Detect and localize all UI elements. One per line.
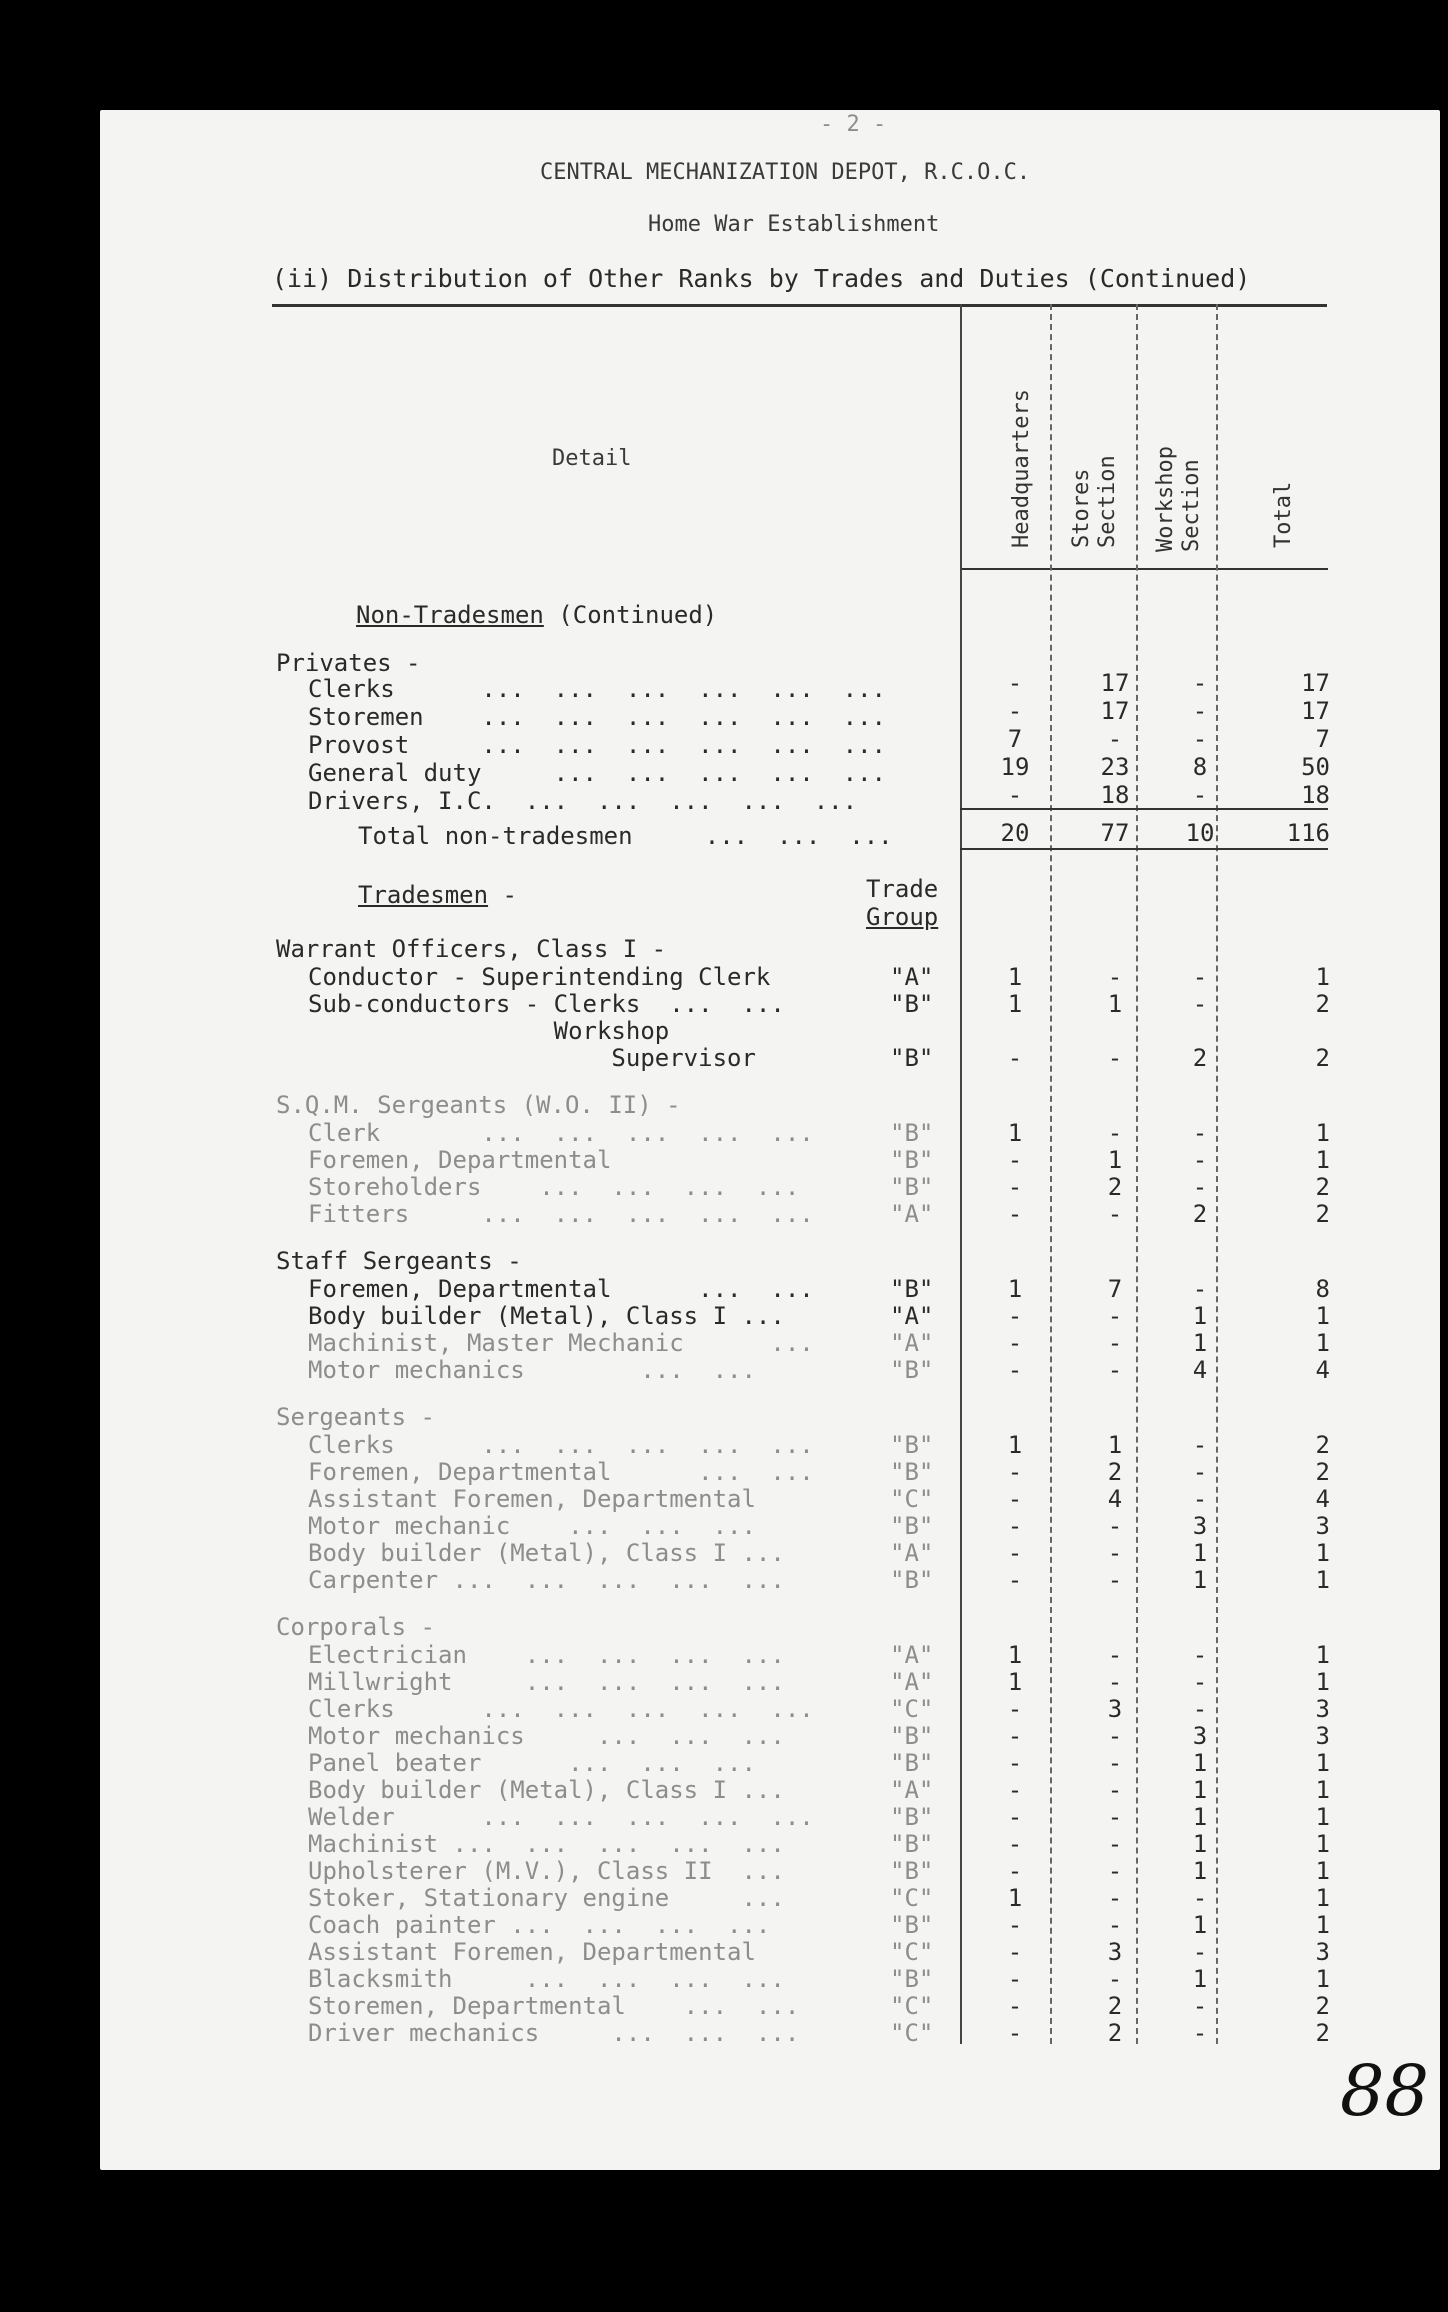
group-row-label: Foremen, Departmental ... ... bbox=[308, 1458, 814, 1486]
group-1-row-2-stores: 2 bbox=[1107, 1173, 1123, 1201]
trade-group-value: "C" bbox=[890, 1695, 934, 1723]
trade-group-value: "A" bbox=[890, 1641, 934, 1669]
group-4-row-3-hq: - bbox=[1007, 1722, 1023, 1750]
trade-group-value: "B" bbox=[890, 1458, 934, 1486]
rule-hq-stores bbox=[1050, 304, 1052, 2044]
trade-group-value: "B" bbox=[890, 990, 934, 1018]
nontrades-row-3-stores: 23 bbox=[1100, 753, 1130, 781]
nontrades-row-label: Provost ... ... ... ... ... ... bbox=[308, 731, 886, 759]
group-4-row-11-total: 3 bbox=[1315, 1938, 1330, 1966]
group-3-row-2-total: 4 bbox=[1315, 1485, 1330, 1513]
nontrades-row-1-total: 17 bbox=[1301, 697, 1330, 725]
group-4-row-6-stores: - bbox=[1107, 1803, 1123, 1831]
group-0-row-0-workshop: - bbox=[1192, 963, 1208, 991]
group-title: S.Q.M. Sergeants (W.O. II) - bbox=[276, 1091, 681, 1119]
nontrades-row-4-workshop: - bbox=[1192, 781, 1208, 809]
group-row-label: Coach painter ... ... ... ... bbox=[308, 1911, 771, 1939]
group-4-row-2-stores: 3 bbox=[1107, 1695, 1123, 1723]
group-2-row-1-stores: - bbox=[1107, 1302, 1123, 1330]
group-3-row-4-total: 1 bbox=[1315, 1539, 1330, 1567]
nontrades-row-4-total: 18 bbox=[1301, 781, 1330, 809]
group-2-row-2-hq: - bbox=[1007, 1329, 1023, 1357]
group-row-label: Clerks ... ... ... ... ... bbox=[308, 1431, 814, 1459]
group-row-label: Stoker, Stationary engine ... bbox=[308, 1884, 785, 1912]
trade-group-value: "B" bbox=[890, 1857, 934, 1885]
trade-group-value: "A" bbox=[890, 1200, 934, 1228]
group-title: Corporals - bbox=[276, 1613, 435, 1641]
group-4-row-14-total: 2 bbox=[1315, 2019, 1330, 2047]
group-row-label: Assistant Foremen, Departmental bbox=[308, 1485, 756, 1513]
column-header-rule bbox=[960, 568, 1328, 570]
group-4-row-7-hq: - bbox=[1007, 1830, 1023, 1858]
group-4-row-2-total: 3 bbox=[1315, 1695, 1330, 1723]
group-3-row-5-total: 1 bbox=[1315, 1566, 1330, 1594]
group-2-row-3-workshop: 4 bbox=[1192, 1356, 1208, 1384]
column-detail: Detail bbox=[552, 446, 632, 471]
group-3-row-5-workshop: 1 bbox=[1192, 1566, 1208, 1594]
group-title: Sergeants - bbox=[276, 1403, 435, 1431]
group-4-row-13-stores: 2 bbox=[1107, 1992, 1123, 2020]
trade-group-value: "C" bbox=[890, 1485, 934, 1513]
group-1-row-2-total: 2 bbox=[1315, 1173, 1330, 1201]
group-4-row-5-total: 1 bbox=[1315, 1776, 1330, 1804]
group-title: Staff Sergeants - bbox=[276, 1247, 522, 1275]
nontrades-row-0-stores: 17 bbox=[1100, 669, 1130, 697]
column-headquarters: Headquarters bbox=[1009, 389, 1034, 548]
group-4-row-10-stores: - bbox=[1107, 1911, 1123, 1939]
group-4-row-0-workshop: - bbox=[1192, 1641, 1208, 1669]
nontrades-row-1-hq: - bbox=[1007, 697, 1023, 725]
group-4-row-0-stores: - bbox=[1107, 1641, 1123, 1669]
group-4-row-7-workshop: 1 bbox=[1192, 1830, 1208, 1858]
nontrades-row-0-hq: - bbox=[1007, 669, 1023, 697]
group-row-label: Storeholders ... ... ... ... bbox=[308, 1173, 800, 1201]
group-4-row-6-total: 1 bbox=[1315, 1803, 1330, 1831]
total-nontrades-label: Total non-tradesmen ... ... ... bbox=[358, 822, 893, 850]
group-4-row-4-hq: - bbox=[1007, 1749, 1023, 1777]
group-4-row-8-total: 1 bbox=[1315, 1857, 1330, 1885]
group-row-label: Body builder (Metal), Class I ... bbox=[308, 1539, 785, 1567]
nontrades-row-0-total: 17 bbox=[1301, 669, 1330, 697]
nontrades-row-4-stores: 18 bbox=[1100, 781, 1130, 809]
group-4-row-9-workshop: - bbox=[1192, 1884, 1208, 1912]
group-0-row-1-hq: 1 bbox=[1007, 990, 1023, 1018]
group-4-row-9-hq: 1 bbox=[1007, 1884, 1023, 1912]
group-row-label: Motor mechanics ... ... bbox=[308, 1356, 756, 1384]
header-rule bbox=[272, 304, 1327, 307]
group-1-row-0-total: 1 bbox=[1315, 1119, 1330, 1147]
group-4-row-1-workshop: - bbox=[1192, 1668, 1208, 1696]
trade-group-value: "A" bbox=[890, 1302, 934, 1330]
group-4-row-8-workshop: 1 bbox=[1192, 1857, 1208, 1885]
group-4-row-12-stores: - bbox=[1107, 1965, 1123, 1993]
trade-group-value: "B" bbox=[890, 1146, 934, 1174]
group-3-row-5-stores: - bbox=[1107, 1566, 1123, 1594]
group-row-label: Body builder (Metal), Class I ... bbox=[308, 1302, 785, 1330]
group-row-label: Machinist ... ... ... ... ... bbox=[308, 1830, 785, 1858]
group-1-row-2-workshop: - bbox=[1192, 1173, 1208, 1201]
group-3-row-0-total: 2 bbox=[1315, 1431, 1330, 1459]
group-3-row-2-hq: - bbox=[1007, 1485, 1023, 1513]
group-row-label: Motor mechanics ... ... ... bbox=[308, 1722, 785, 1750]
group-row-label: Foremen, Departmental bbox=[308, 1146, 612, 1174]
group-4-row-0-total: 1 bbox=[1315, 1641, 1330, 1669]
group-4-row-14-workshop: - bbox=[1192, 2019, 1208, 2047]
group-0-row-1-workshop: - bbox=[1192, 990, 1208, 1018]
trade-group-value: "B" bbox=[890, 1173, 934, 1201]
tradesmen-heading: Tradesmen - bbox=[358, 881, 517, 909]
group-4-row-6-workshop: 1 bbox=[1192, 1803, 1208, 1831]
group-0-row-3-total: 2 bbox=[1315, 1044, 1330, 1072]
group-1-row-2-hq: - bbox=[1007, 1173, 1023, 1201]
group-row-label: Upholsterer (M.V.), Class II ... bbox=[308, 1857, 785, 1885]
trade-group-value: "A" bbox=[890, 1668, 934, 1696]
group-3-row-1-workshop: - bbox=[1192, 1458, 1208, 1486]
group-4-row-13-total: 2 bbox=[1315, 1992, 1330, 2020]
column-stores-2: Section bbox=[1095, 455, 1120, 548]
group-3-row-1-total: 2 bbox=[1315, 1458, 1330, 1486]
nontrades-row-3-total: 50 bbox=[1301, 753, 1330, 781]
group-1-row-1-stores: 1 bbox=[1107, 1146, 1123, 1174]
group-row-label: Panel beater ... ... ... bbox=[308, 1749, 756, 1777]
group-4-row-3-stores: - bbox=[1107, 1722, 1123, 1750]
group-4-row-1-hq: 1 bbox=[1007, 1668, 1023, 1696]
group-2-row-2-stores: - bbox=[1107, 1329, 1123, 1357]
group-row-label: Conductor - Superintending Clerk bbox=[308, 963, 771, 991]
group-3-row-3-workshop: 3 bbox=[1192, 1512, 1208, 1540]
trade-group-value: "B" bbox=[890, 1722, 934, 1750]
group-4-row-8-hq: - bbox=[1007, 1857, 1023, 1885]
group-4-row-11-workshop: - bbox=[1192, 1938, 1208, 1966]
trade-group-value: "C" bbox=[890, 1884, 934, 1912]
trade-group-value: "B" bbox=[890, 1275, 934, 1303]
group-4-row-11-hq: - bbox=[1007, 1938, 1023, 1966]
group-row-label: Supervisor bbox=[308, 1044, 756, 1072]
group-1-row-3-hq: - bbox=[1007, 1200, 1023, 1228]
total-workshop: 10 bbox=[1185, 819, 1215, 847]
nontrades-row-2-total: 7 bbox=[1315, 725, 1330, 753]
trade-group-value: "B" bbox=[890, 1431, 934, 1459]
group-row-label: Blacksmith ... ... ... ... bbox=[308, 1965, 785, 1993]
group-row-label: Sub-conductors - Clerks ... ... bbox=[308, 990, 785, 1018]
group-row-label: Carpenter ... ... ... ... ... bbox=[308, 1566, 785, 1594]
nontrades-heading: Non-Tradesmen (Continued) bbox=[356, 601, 718, 629]
nontrades-row-label: General duty ... ... ... ... ... bbox=[308, 759, 886, 787]
trade-group-value: "B" bbox=[890, 1512, 934, 1540]
group-row-label: Machinist, Master Mechanic ... bbox=[308, 1329, 814, 1357]
group-4-row-2-hq: - bbox=[1007, 1695, 1023, 1723]
page-mark: - 2 - bbox=[820, 112, 887, 137]
rule-left bbox=[960, 304, 962, 2044]
nontrades-row-0-workshop: - bbox=[1192, 669, 1208, 697]
group-1-row-3-workshop: 2 bbox=[1192, 1200, 1208, 1228]
trade-group-value: "B" bbox=[890, 1119, 934, 1147]
group-1-row-0-workshop: - bbox=[1192, 1119, 1208, 1147]
group-3-row-5-hq: - bbox=[1007, 1566, 1023, 1594]
trade-group-value: "B" bbox=[890, 1803, 934, 1831]
trade-group-value: "B" bbox=[890, 1911, 934, 1939]
group-3-row-0-workshop: - bbox=[1192, 1431, 1208, 1459]
group-4-row-4-stores: - bbox=[1107, 1749, 1123, 1777]
trade-group-value: "C" bbox=[890, 2019, 934, 2047]
group-title: Warrant Officers, Class I - bbox=[276, 935, 667, 963]
group-4-row-5-hq: - bbox=[1007, 1776, 1023, 1804]
trade-group-value: "B" bbox=[890, 1566, 934, 1594]
subtotal-rule-bottom bbox=[960, 848, 1328, 850]
trade-group-label-2: Group bbox=[866, 903, 939, 931]
trade-group-value: "B" bbox=[890, 1044, 934, 1072]
nontrades-row-1-workshop: - bbox=[1192, 697, 1208, 725]
group-1-row-0-stores: - bbox=[1107, 1119, 1123, 1147]
nontrades-row-3-hq: 19 bbox=[1000, 753, 1030, 781]
group-4-row-13-hq: - bbox=[1007, 1992, 1023, 2020]
trade-group-value: "A" bbox=[890, 963, 934, 991]
group-2-row-1-total: 1 bbox=[1315, 1302, 1330, 1330]
group-1-row-0-hq: 1 bbox=[1007, 1119, 1023, 1147]
trade-group-value: "C" bbox=[890, 1938, 934, 1966]
group-row-label: Clerk ... ... ... ... ... bbox=[308, 1119, 814, 1147]
nontrades-row-2-hq: 7 bbox=[1007, 725, 1023, 753]
nontrades-row-1-stores: 17 bbox=[1100, 697, 1130, 725]
group-row-label: Motor mechanic ... ... ... bbox=[308, 1512, 756, 1540]
group-4-row-7-total: 1 bbox=[1315, 1830, 1330, 1858]
group-3-row-3-stores: - bbox=[1107, 1512, 1123, 1540]
group-3-row-0-stores: 1 bbox=[1107, 1431, 1123, 1459]
group-4-row-14-hq: - bbox=[1007, 2019, 1023, 2047]
group-0-row-3-hq: - bbox=[1007, 1044, 1023, 1072]
group-row-label: Workshop bbox=[308, 1017, 670, 1045]
group-2-row-0-hq: 1 bbox=[1007, 1275, 1023, 1303]
group-2-row-1-hq: - bbox=[1007, 1302, 1023, 1330]
document-title: CENTRAL MECHANIZATION DEPOT, R.C.O.C. bbox=[540, 160, 1031, 185]
trade-group-value: "B" bbox=[890, 1749, 934, 1777]
group-1-row-3-stores: - bbox=[1107, 1200, 1123, 1228]
group-0-row-0-hq: 1 bbox=[1007, 963, 1023, 991]
group-4-row-10-workshop: 1 bbox=[1192, 1911, 1208, 1939]
group-1-row-1-total: 1 bbox=[1315, 1146, 1330, 1174]
group-3-row-2-stores: 4 bbox=[1107, 1485, 1123, 1513]
nontrades-row-2-workshop: - bbox=[1192, 725, 1208, 753]
nontrades-row-label: Storemen ... ... ... ... ... ... bbox=[308, 703, 886, 731]
section-heading: (ii) Distribution of Other Ranks by Trades and Duties (Continued) bbox=[272, 264, 1251, 293]
group-4-row-5-workshop: 1 bbox=[1192, 1776, 1208, 1804]
document-subtitle: Home War Establishment bbox=[648, 212, 940, 237]
total-hq: 20 bbox=[1000, 819, 1030, 847]
group-4-row-0-hq: 1 bbox=[1007, 1641, 1023, 1669]
total-stores: 77 bbox=[1100, 819, 1130, 847]
group-4-row-14-stores: 2 bbox=[1107, 2019, 1123, 2047]
group-row-label: Clerks ... ... ... ... ... bbox=[308, 1695, 814, 1723]
group-2-row-3-total: 4 bbox=[1315, 1356, 1330, 1384]
group-2-row-1-workshop: 1 bbox=[1192, 1302, 1208, 1330]
group-row-label: Driver mechanics ... ... ... bbox=[308, 2019, 800, 2047]
group-0-row-3-stores: - bbox=[1107, 1044, 1123, 1072]
group-4-row-1-stores: - bbox=[1107, 1668, 1123, 1696]
privates-title: Privates - bbox=[276, 649, 421, 677]
group-4-row-3-workshop: 3 bbox=[1192, 1722, 1208, 1750]
group-row-label: Fitters ... ... ... ... ... bbox=[308, 1200, 814, 1228]
group-2-row-0-total: 8 bbox=[1315, 1275, 1330, 1303]
group-4-row-2-workshop: - bbox=[1192, 1695, 1208, 1723]
group-2-row-2-total: 1 bbox=[1315, 1329, 1330, 1357]
column-workshop-2: Section bbox=[1179, 459, 1204, 552]
group-4-row-6-hq: - bbox=[1007, 1803, 1023, 1831]
rule-stores-workshop bbox=[1136, 304, 1138, 2044]
nontrades-row-4-hq: - bbox=[1007, 781, 1023, 809]
group-0-row-3-workshop: 2 bbox=[1192, 1044, 1208, 1072]
nontrades-row-label: Drivers, I.C. ... ... ... ... ... bbox=[308, 787, 858, 815]
group-4-row-4-workshop: 1 bbox=[1192, 1749, 1208, 1777]
group-4-row-10-total: 1 bbox=[1315, 1911, 1330, 1939]
group-row-label: Welder ... ... ... ... ... bbox=[308, 1803, 814, 1831]
trade-group-value: "B" bbox=[890, 1830, 934, 1858]
group-4-row-12-hq: - bbox=[1007, 1965, 1023, 1993]
group-4-row-13-workshop: - bbox=[1192, 1992, 1208, 2020]
column-workshop-1: Workshop bbox=[1153, 446, 1178, 552]
group-3-row-4-workshop: 1 bbox=[1192, 1539, 1208, 1567]
trade-group-value: "A" bbox=[890, 1539, 934, 1567]
group-3-row-4-stores: - bbox=[1107, 1539, 1123, 1567]
column-total: Total bbox=[1271, 481, 1296, 548]
group-row-label: Foremen, Departmental ... ... bbox=[308, 1275, 814, 1303]
group-4-row-9-total: 1 bbox=[1315, 1884, 1330, 1912]
group-4-row-11-stores: 3 bbox=[1107, 1938, 1123, 1966]
group-3-row-3-hq: - bbox=[1007, 1512, 1023, 1540]
trade-group-value: "C" bbox=[890, 1992, 934, 2020]
trade-group-value: "A" bbox=[890, 1329, 934, 1357]
group-4-row-10-hq: - bbox=[1007, 1911, 1023, 1939]
group-3-row-0-hq: 1 bbox=[1007, 1431, 1023, 1459]
trade-group-value: "A" bbox=[890, 1776, 934, 1804]
group-2-row-3-hq: - bbox=[1007, 1356, 1023, 1384]
group-3-row-1-hq: - bbox=[1007, 1458, 1023, 1486]
nontrades-row-label: Clerks ... ... ... ... ... ... bbox=[308, 675, 886, 703]
group-row-label: Storemen, Departmental ... ... bbox=[308, 1992, 800, 2020]
group-4-row-3-total: 3 bbox=[1315, 1722, 1330, 1750]
trade-group-value: "B" bbox=[890, 1965, 934, 1993]
group-row-label: Millwright ... ... ... ... bbox=[308, 1668, 785, 1696]
group-4-row-7-stores: - bbox=[1107, 1830, 1123, 1858]
group-4-row-1-total: 1 bbox=[1315, 1668, 1330, 1696]
trade-group-label-1: Trade bbox=[866, 875, 939, 903]
group-1-row-3-total: 2 bbox=[1315, 1200, 1330, 1228]
group-2-row-0-workshop: - bbox=[1192, 1275, 1208, 1303]
total-overall: 116 bbox=[1286, 819, 1330, 847]
group-1-row-1-workshop: - bbox=[1192, 1146, 1208, 1174]
group-3-row-4-hq: - bbox=[1007, 1539, 1023, 1567]
handwritten-page-number: 88 bbox=[1340, 2050, 1430, 2132]
group-4-row-9-stores: - bbox=[1107, 1884, 1123, 1912]
group-0-row-0-stores: - bbox=[1107, 963, 1123, 991]
nontrades-row-3-workshop: 8 bbox=[1192, 753, 1208, 781]
group-0-row-1-stores: 1 bbox=[1107, 990, 1123, 1018]
group-4-row-12-total: 1 bbox=[1315, 1965, 1330, 1993]
group-row-label: Body builder (Metal), Class I ... bbox=[308, 1776, 785, 1804]
group-0-row-1-total: 2 bbox=[1315, 990, 1330, 1018]
group-3-row-1-stores: 2 bbox=[1107, 1458, 1123, 1486]
nontrades-row-2-stores: - bbox=[1107, 725, 1123, 753]
group-row-label: Assistant Foremen, Departmental bbox=[308, 1938, 756, 1966]
group-2-row-3-stores: - bbox=[1107, 1356, 1123, 1384]
group-4-row-8-stores: - bbox=[1107, 1857, 1123, 1885]
group-3-row-2-workshop: - bbox=[1192, 1485, 1208, 1513]
group-4-row-5-stores: - bbox=[1107, 1776, 1123, 1804]
group-4-row-4-total: 1 bbox=[1315, 1749, 1330, 1777]
column-stores-1: Stores bbox=[1069, 468, 1094, 548]
group-3-row-3-total: 3 bbox=[1315, 1512, 1330, 1540]
group-2-row-0-stores: 7 bbox=[1107, 1275, 1123, 1303]
group-2-row-2-workshop: 1 bbox=[1192, 1329, 1208, 1357]
group-1-row-1-hq: - bbox=[1007, 1146, 1023, 1174]
group-4-row-12-workshop: 1 bbox=[1192, 1965, 1208, 1993]
group-0-row-0-total: 1 bbox=[1315, 963, 1330, 991]
trade-group-value: "B" bbox=[890, 1356, 934, 1384]
group-row-label: Electrician ... ... ... ... bbox=[308, 1641, 785, 1669]
